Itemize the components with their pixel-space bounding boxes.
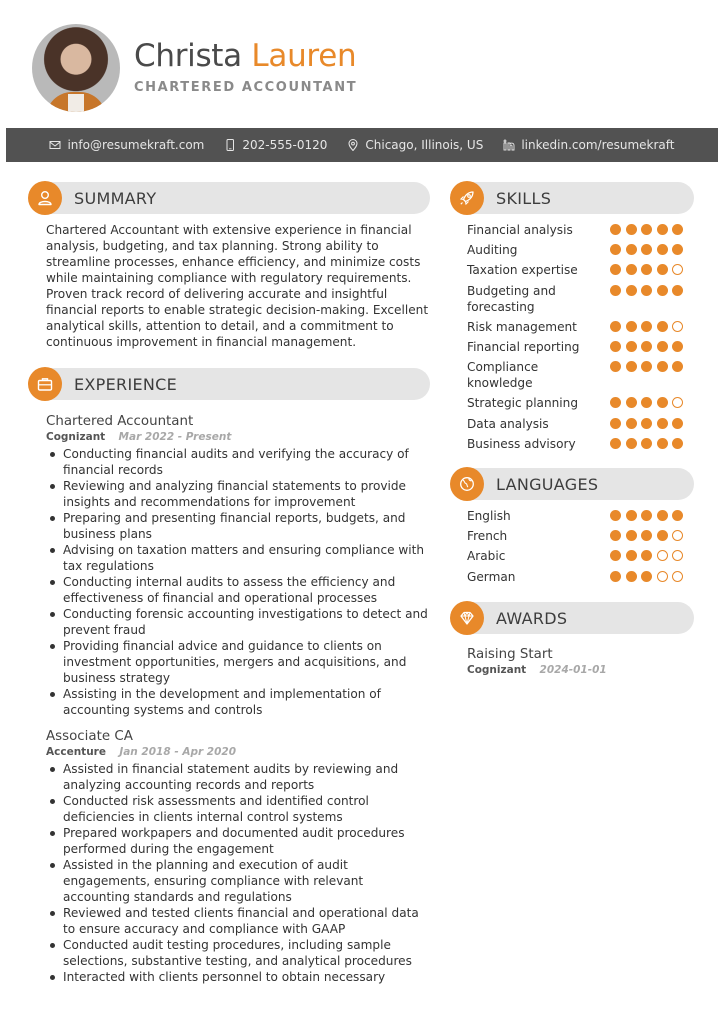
filled-dot-icon <box>672 510 683 521</box>
skill-row <box>467 416 683 432</box>
filled-dot-icon <box>626 321 637 332</box>
resume-header <box>0 0 724 128</box>
filled-dot-icon <box>610 321 621 332</box>
filled-dot-icon <box>672 438 683 449</box>
skill-label: Compliance knowledge <box>467 360 539 391</box>
skills-badge <box>450 181 484 215</box>
filled-dot-icon <box>626 224 637 235</box>
job-dates: Jan 2018 - Apr 2020 <box>119 746 237 758</box>
filled-dot-icon <box>610 510 621 521</box>
filled-dot-icon <box>657 530 668 541</box>
summary-heading: SUMMARY <box>74 189 157 208</box>
job-entry <box>46 413 430 718</box>
filled-dot-icon <box>626 438 637 449</box>
filled-dot-icon <box>641 397 652 408</box>
contact-location <box>347 138 483 152</box>
languages-section-header <box>452 468 694 500</box>
filled-dot-icon <box>657 418 668 429</box>
empty-dot-icon <box>657 571 668 582</box>
language-row <box>467 528 683 544</box>
skills-list <box>467 222 683 456</box>
linkedin-text: linkedin.com/resumekraft <box>521 138 675 152</box>
skill-label: Taxation expertise <box>467 263 578 278</box>
skill-rating <box>610 436 683 449</box>
filled-dot-icon <box>610 397 621 408</box>
filled-dot-icon <box>672 361 683 372</box>
job-bullet: Assisting in the development and implementation of accounting systems and controls <box>46 686 430 718</box>
filled-dot-icon <box>610 571 621 582</box>
filled-dot-icon <box>610 285 621 296</box>
language-rating <box>610 528 683 541</box>
skill-rating <box>610 222 683 235</box>
skill-label: Business advisory <box>467 436 576 451</box>
language-rating <box>610 548 683 561</box>
skill-label: Auditing <box>467 243 518 258</box>
filled-dot-icon <box>672 224 683 235</box>
contact-email[interactable] <box>49 138 204 152</box>
filled-dot-icon <box>641 438 652 449</box>
filled-dot-icon <box>610 418 621 429</box>
job-meta <box>46 430 430 444</box>
language-rating <box>610 508 683 521</box>
award-entry <box>467 646 607 677</box>
job-role: Chartered Accountant <box>46 414 194 429</box>
awards-heading: AWARDS <box>496 609 568 628</box>
empty-dot-icon <box>657 550 668 561</box>
award-meta <box>467 663 607 677</box>
language-label: English <box>467 509 511 523</box>
skill-row <box>467 283 683 315</box>
empty-dot-icon <box>672 530 683 541</box>
job-entry <box>46 728 430 985</box>
filled-dot-icon <box>641 321 652 332</box>
filled-dot-icon <box>641 550 652 561</box>
filled-dot-icon <box>657 397 668 408</box>
job-company: Cognizant <box>46 431 106 443</box>
job-bullet: Reviewing and analyzing financial statements to provide insights and recommendations for improvement <box>46 478 430 510</box>
skill-label: Financial reporting <box>467 339 580 354</box>
job-bullet: Conducting financial audits and verifying the accuracy of financial records <box>46 446 430 478</box>
location-text: Chicago, Illinois, US <box>365 138 484 152</box>
skill-rating <box>610 283 683 296</box>
language-row <box>467 508 683 524</box>
filled-dot-icon <box>626 285 637 296</box>
filled-dot-icon <box>657 244 668 255</box>
job-bullet: Conducting forensic accounting investigations to detect and prevent fraud <box>46 606 430 638</box>
linkedin-icon <box>503 139 515 151</box>
job-bullet: Advising on taxation matters and ensuring compliance with tax regulations <box>46 542 430 574</box>
skill-rating <box>610 339 683 352</box>
job-bullet: Assisted in the planning and execution of audit engagements, ensuring compliance with relevant accounting standards and regulations <box>46 857 430 905</box>
job-bullet: Preparing and presenting financial reports, budgets, and business plans <box>46 510 430 542</box>
languages-heading: LANGUAGES <box>496 475 599 494</box>
language-label: Arabic <box>467 549 506 564</box>
filled-dot-icon <box>626 264 637 275</box>
filled-dot-icon <box>610 530 621 541</box>
filled-dot-icon <box>626 530 637 541</box>
skill-label: Budgeting and forecasting <box>467 283 556 314</box>
empty-dot-icon <box>672 571 683 582</box>
experience-section-header <box>30 368 430 400</box>
filled-dot-icon <box>657 361 668 372</box>
languages-badge <box>450 467 484 501</box>
job-meta <box>46 745 430 759</box>
award-date: 2024-01-01 <box>539 664 607 676</box>
job-bullet: Reviewed and tested clients financial and operational data to ensure accuracy and compliance with GAAP <box>46 905 430 937</box>
envelope-icon <box>49 139 61 151</box>
filled-dot-icon <box>641 244 652 255</box>
skill-label: Data analysis <box>467 416 549 431</box>
job-title: CHARTERED ACCOUNTANT <box>134 80 358 95</box>
first-name: Christa <box>134 38 242 74</box>
skill-row <box>467 339 683 355</box>
filled-dot-icon <box>610 244 621 255</box>
experience-heading: EXPERIENCE <box>74 375 178 394</box>
filled-dot-icon <box>672 418 683 429</box>
language-label: German <box>467 569 516 584</box>
job-dates: Mar 2022 - Present <box>118 431 232 443</box>
filled-dot-icon <box>641 361 652 372</box>
skill-row <box>467 359 683 391</box>
filled-dot-icon <box>626 341 637 352</box>
languages-list <box>467 508 683 589</box>
filled-dot-icon <box>657 438 668 449</box>
empty-dot-icon <box>672 550 683 561</box>
candidate-name <box>134 36 356 76</box>
job-bullet: Conducted audit testing procedures, including sample selections, substantive testing, and analytical procedures <box>46 937 430 969</box>
filled-dot-icon <box>641 285 652 296</box>
filled-dot-icon <box>626 244 637 255</box>
filled-dot-icon <box>610 264 621 275</box>
skill-label: Risk management <box>467 319 577 334</box>
filled-dot-icon <box>610 361 621 372</box>
language-label: French <box>467 529 508 544</box>
last-name: Lauren <box>251 38 357 74</box>
filled-dot-icon <box>626 361 637 372</box>
empty-dot-icon <box>672 397 683 408</box>
skills-section-header <box>452 182 694 214</box>
filled-dot-icon <box>641 530 652 541</box>
email-text: info@resumekraft.com <box>67 138 205 152</box>
filled-dot-icon <box>657 321 668 332</box>
filled-dot-icon <box>641 341 652 352</box>
job-bullet: Providing financial advice and guidance to clients on investment opportunities, mergers and acquisitions, and business strategy <box>46 638 430 686</box>
rocket-icon <box>458 189 476 207</box>
job-bullet: Prepared workpapers and documented audit procedures performed during the engagement <box>46 825 430 857</box>
filled-dot-icon <box>641 418 652 429</box>
skill-rating <box>610 416 683 429</box>
skill-row <box>467 222 683 238</box>
awards-section-header <box>452 602 694 634</box>
job-bullets <box>46 446 430 718</box>
award-company: Cognizant <box>467 664 527 676</box>
summary-section-header <box>30 182 430 214</box>
filled-dot-icon <box>610 550 621 561</box>
job-bullet: Interacted with clients personnel to obtain necessary <box>46 969 430 985</box>
filled-dot-icon <box>657 264 668 275</box>
skills-heading: SKILLS <box>496 189 552 208</box>
phone-text: 202-555-0120 <box>242 138 328 152</box>
language-rating <box>610 569 683 582</box>
filled-dot-icon <box>657 285 668 296</box>
skill-label: Strategic planning <box>467 396 578 411</box>
skill-rating <box>610 242 683 255</box>
filled-dot-icon <box>626 571 637 582</box>
filled-dot-icon <box>657 510 668 521</box>
empty-dot-icon <box>672 264 683 275</box>
skill-rating <box>610 359 683 372</box>
job-bullet: Conducting internal audits to assess the efficiency and effectiveness of financial and operational processes <box>46 574 430 606</box>
diamond-icon <box>458 609 476 627</box>
contact-bar <box>6 128 718 162</box>
job-bullets <box>46 761 430 985</box>
profile-photo <box>32 24 120 112</box>
filled-dot-icon <box>626 418 637 429</box>
contact-phone[interactable] <box>224 138 327 152</box>
filled-dot-icon <box>641 264 652 275</box>
language-row <box>467 569 683 585</box>
filled-dot-icon <box>657 224 668 235</box>
experience-badge <box>28 367 62 401</box>
skill-rating <box>610 262 683 275</box>
filled-dot-icon <box>610 438 621 449</box>
job-bullet: Assisted in financial statement audits by reviewing and analyzing accounting records and reports <box>46 761 430 793</box>
briefcase-icon <box>36 375 54 393</box>
skill-row <box>467 242 683 258</box>
filled-dot-icon <box>657 341 668 352</box>
skill-label: Financial analysis <box>467 223 573 237</box>
globe-icon <box>458 475 476 493</box>
awards-badge <box>450 601 484 635</box>
skill-row <box>467 319 683 335</box>
photo-collar <box>68 94 84 112</box>
skill-row <box>467 395 683 411</box>
skill-rating <box>610 319 683 332</box>
filled-dot-icon <box>672 244 683 255</box>
filled-dot-icon <box>626 510 637 521</box>
skill-rating <box>610 395 683 408</box>
filled-dot-icon <box>626 550 637 561</box>
job-role: Associate CA <box>46 729 133 744</box>
summary-text: Chartered Accountant with extensive experience in financial analysis, budgeting, and tax planning. Strong ability to streamline processes, enhance efficiency, and minimize costs while maintaining compliance with regulatory requirements. Proven track record of delivering accurate and insightful financial reports to enable strategic decision-making. Excellent analytical skills, attention to detail, and a commitment to continuous improvement in financial management. <box>46 223 429 349</box>
job-company: Accenture <box>46 746 106 758</box>
filled-dot-icon <box>641 510 652 521</box>
language-row <box>467 548 683 564</box>
filled-dot-icon <box>610 224 621 235</box>
map-pin-icon <box>347 139 359 151</box>
filled-dot-icon <box>641 224 652 235</box>
filled-dot-icon <box>610 341 621 352</box>
skill-row <box>467 436 683 452</box>
user-icon <box>36 189 54 207</box>
phone-icon <box>224 139 236 151</box>
empty-dot-icon <box>672 321 683 332</box>
filled-dot-icon <box>672 285 683 296</box>
filled-dot-icon <box>641 571 652 582</box>
filled-dot-icon <box>672 341 683 352</box>
summary-badge <box>28 181 62 215</box>
skill-row <box>467 262 683 278</box>
filled-dot-icon <box>626 397 637 408</box>
contact-linkedin[interactable] <box>503 138 674 152</box>
award-title: Raising Start <box>467 647 553 662</box>
job-bullet: Conducted risk assessments and identified control deficiencies in clients internal control systems <box>46 793 430 825</box>
